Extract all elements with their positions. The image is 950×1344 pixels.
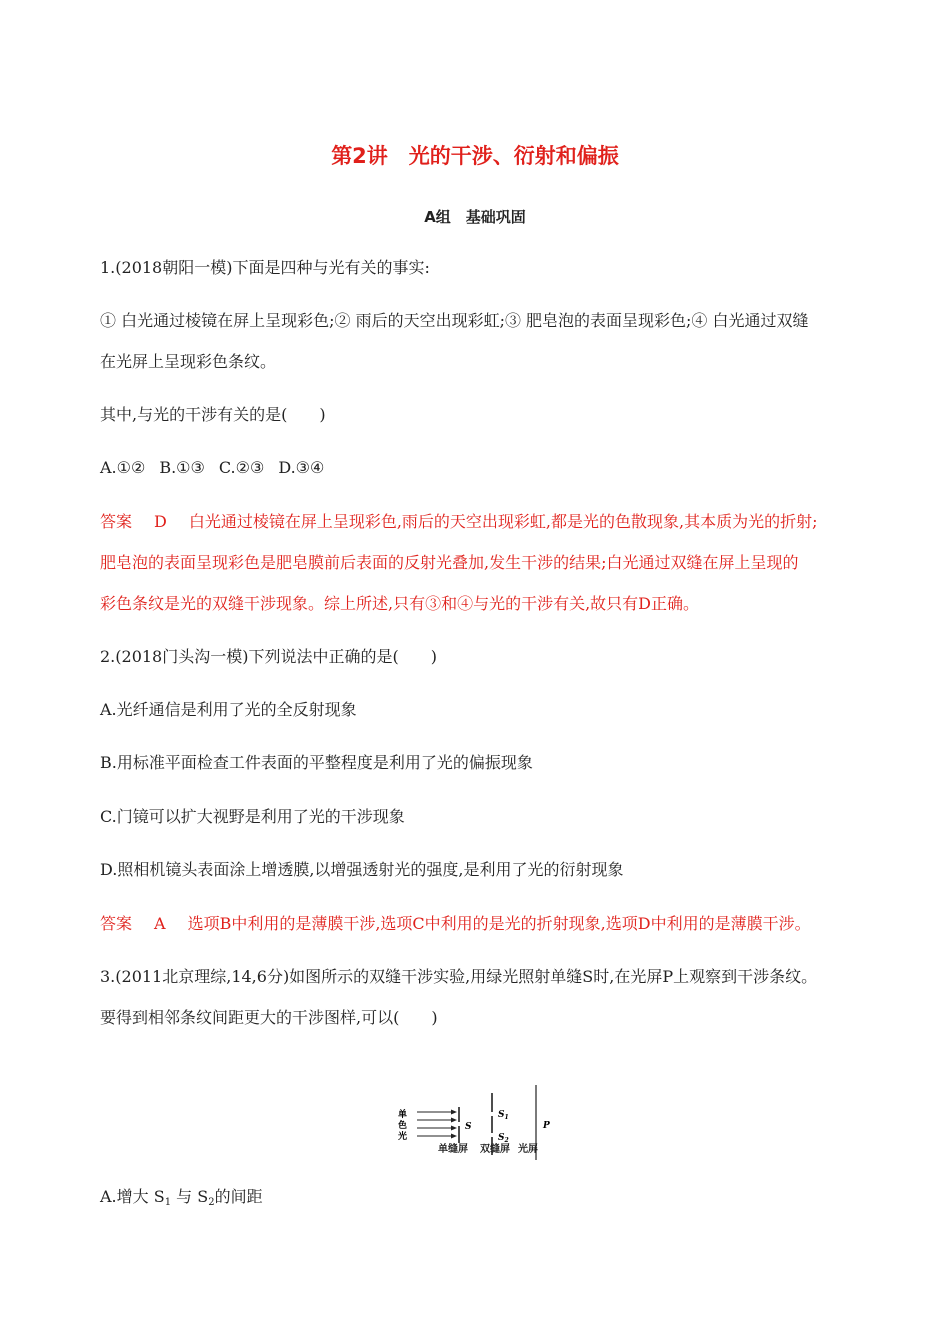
q2-answer-text: 选项B中利用的是薄膜干涉,选项C中利用的是光的折射现象,选项D中利用的是薄膜干涉。 <box>187 914 811 933</box>
q1-options <box>100 458 338 478</box>
page-title: 第2讲 光的干涉、衍射和偏振 <box>331 144 619 168</box>
caption-double-slit: 双缝屏 <box>480 1144 510 1155</box>
light-ray-arrows <box>417 1112 455 1136</box>
q2-answer-label: 答案 <box>100 914 133 933</box>
q2-option-b: B.用标准平面检查工件表面的平整程度是利用了光的偏振现象 <box>100 753 533 772</box>
arrow-head-2 <box>451 1118 457 1123</box>
q1-option-c: C.②③ <box>218 458 265 477</box>
arrow-heads <box>451 1110 457 1139</box>
arrow-head-4 <box>451 1134 457 1139</box>
q2-answer-key: A <box>154 914 166 933</box>
q2-option-a: A.光纤通信是利用了光的全反射现象 <box>100 700 357 719</box>
q2-option-d: D.照相机镜头表面涂上增透膜,以增强透射光的强度,是利用了光的衍射现象 <box>100 860 624 879</box>
source-label-2: 色 <box>398 1121 408 1131</box>
q2-stem: 2.(2018门头沟一模)下列说法中正确的是( ) <box>100 647 437 666</box>
q1-answer-label: 答案 <box>100 512 133 531</box>
q1-answer-key: D <box>154 512 167 531</box>
caption-light-screen: 光屏 <box>518 1144 538 1155</box>
q1-facts-line-1: ① 白光通过棱镜在屏上呈现彩色;② 雨后的天空出现彩虹;③ 肥皂泡的表面呈现彩色;④ 白光通过双缝 <box>100 311 809 330</box>
q1-question: 其中,与光的干涉有关的是( ) <box>100 405 326 424</box>
q1-answer-line-2: 肥皂泡的表面呈现彩色是肥皂膜前后表面的反射光叠加,发生干涉的结果;白光通过双缝在屏上呈现的 <box>100 553 799 572</box>
screen-p-label: P <box>543 1121 550 1131</box>
slit-s1-label: $S_1$ <box>498 1110 509 1121</box>
caption-single-slit: 单缝屏 <box>438 1144 468 1155</box>
q1-facts-line-2: 在光屏上呈现彩色条纹。 <box>100 352 277 371</box>
q1-stem: 1.(2018朝阳一模)下面是四种与光有关的事实: <box>100 258 430 277</box>
source-label-1: 单 <box>398 1110 408 1120</box>
q1-answer-line-1 <box>100 512 818 532</box>
source-label-3: 光 <box>398 1132 408 1142</box>
q3-option-a: A.增大 $S_1$ 与 $S_2$的间距 <box>100 1187 263 1208</box>
q1-answer-text-1: 白光通过棱镜在屏上呈现彩色,雨后的天空出现彩虹,都是光的色散现象,其本质为光的折射; <box>188 512 818 531</box>
arrow-head-1 <box>451 1110 457 1115</box>
slit-s2-label: $S_2$ <box>498 1133 509 1144</box>
section-heading: A组 基础巩固 <box>424 208 526 226</box>
q1-option-b: B.①③ <box>159 458 205 477</box>
q1-answer-line-3: 彩色条纹是光的双缝干涉现象。综上所述,只有③和④与光的干涉有关,故只有D正确。 <box>100 594 700 613</box>
arrow-head-3 <box>451 1126 457 1131</box>
q3-stem-line-2: 要得到相邻条纹间距更大的干涉图样,可以( ) <box>100 1008 438 1027</box>
q3-stem-line-1: 3.(2011北京理综,14,6分)如图所示的双缝干涉实验,用绿光照射单缝S时,在光屏P上观察到干涉条纹。 <box>100 967 818 986</box>
q1-option-d: D.③④ <box>278 458 325 477</box>
figure-captions <box>438 1140 538 1155</box>
slit-s-label: S <box>465 1122 472 1132</box>
q2-option-c: C.门镜可以扩大视野是利用了光的干涉现象 <box>100 807 405 826</box>
q1-option-a: A.①② <box>100 458 146 477</box>
q2-answer <box>100 914 811 934</box>
